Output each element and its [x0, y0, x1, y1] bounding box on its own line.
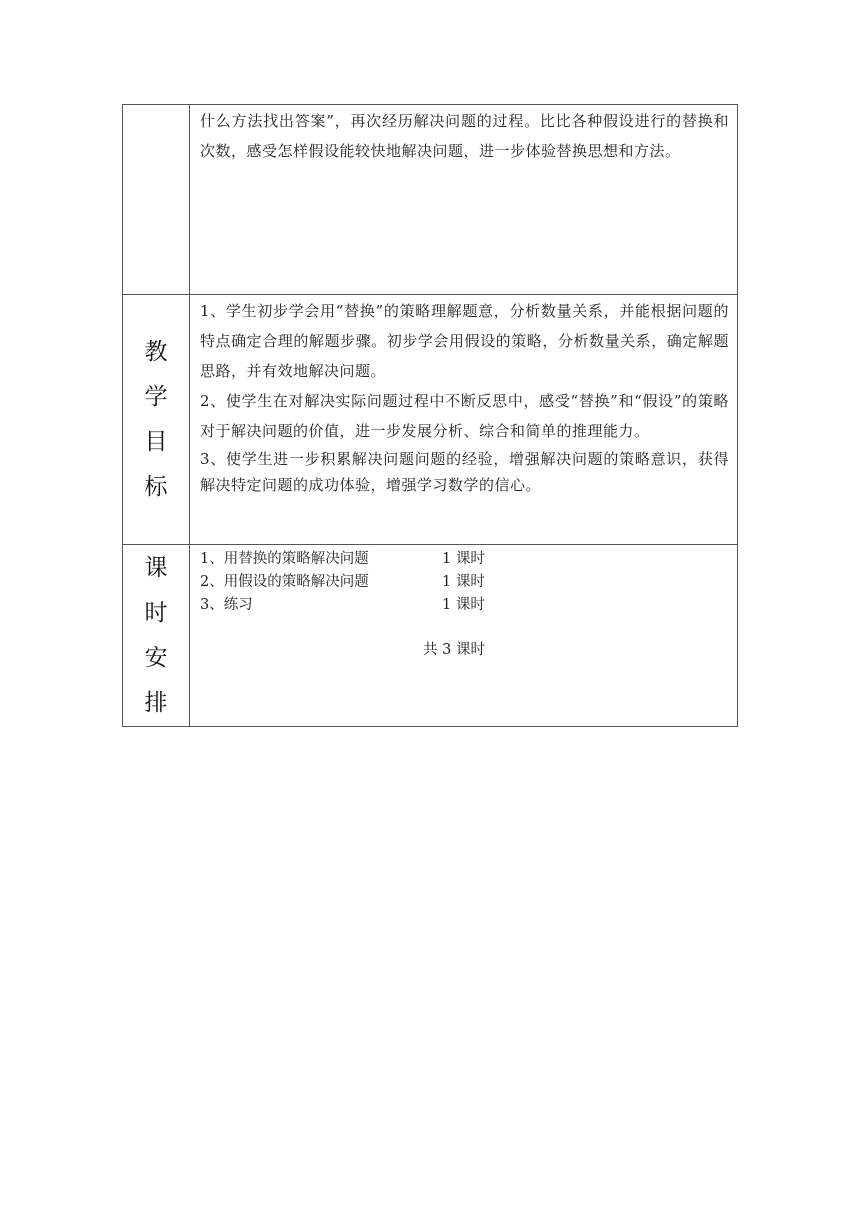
schedule-item-hours: 1 课时 [442, 551, 485, 567]
goal-paragraph-1: 1、学生初步学会用“替换”的策略理解题意，分析数量关系，并能根据问题的特点确定合理的解题步骤。初步学会用假设的策略，分析数量关系，确定解题思路，并有效地解决问题。 [200, 302, 729, 380]
schedule-item-hours: 1 课时 [442, 597, 485, 613]
continuation-text: 什么方法找出答案”，再次经历解决问题的过程。比比各种假设进行的替换和次数，感受怎样假设能较快地解决问题，进一步体验替换思想和方法。 [200, 112, 729, 160]
teaching-goals-label-cell [123, 295, 190, 545]
schedule-item-title: 2、用假设的策略解决问题 [200, 574, 369, 590]
class-schedule-row [123, 545, 738, 727]
class-schedule-label-char-2: 时 [144, 599, 168, 626]
continuation-cell [190, 105, 738, 295]
goal-paragraph-3: 3、使学生进一步积累解决问题问题的经验，增强解决问题的策略意识，获得解决特定问题的成功体验，增强学习数学的信心。 [200, 450, 729, 494]
continuation-row [123, 105, 738, 295]
teaching-goals-label-char-4: 标 [144, 473, 168, 500]
teaching-goals-content-cell [190, 295, 738, 545]
teaching-goals-label-char-1: 教 [144, 338, 168, 365]
teaching-goals-label-char-2: 学 [144, 383, 168, 410]
empty-label-cell [123, 105, 190, 295]
schedule-item [200, 594, 729, 617]
class-schedule-label-char-1: 课 [144, 554, 168, 581]
class-schedule-label-char-4: 排 [144, 689, 168, 716]
schedule-item [200, 571, 729, 594]
schedule-item-title: 3、练习 [200, 597, 253, 613]
class-schedule-content-cell [190, 545, 738, 727]
goal-paragraph-2: 2、使学生在对解决实际问题过程中不断反思中，感受“替换”和“假设”的策略对于解决问题的价值，进一步发展分析、综合和简单的推理能力。 [200, 392, 729, 440]
schedule-item-hours: 1 课时 [442, 574, 485, 590]
teaching-goals-row [123, 295, 738, 545]
schedule-item-title: 1、用替换的策略解决问题 [200, 551, 369, 567]
teaching-goals-label-char-3: 目 [144, 428, 168, 455]
schedule-total: 共 3 课时 [423, 642, 485, 658]
lesson-plan-table [122, 104, 738, 727]
class-schedule-label-cell [123, 545, 190, 727]
schedule-item [200, 548, 729, 571]
class-schedule-label-char-3: 安 [144, 644, 168, 671]
